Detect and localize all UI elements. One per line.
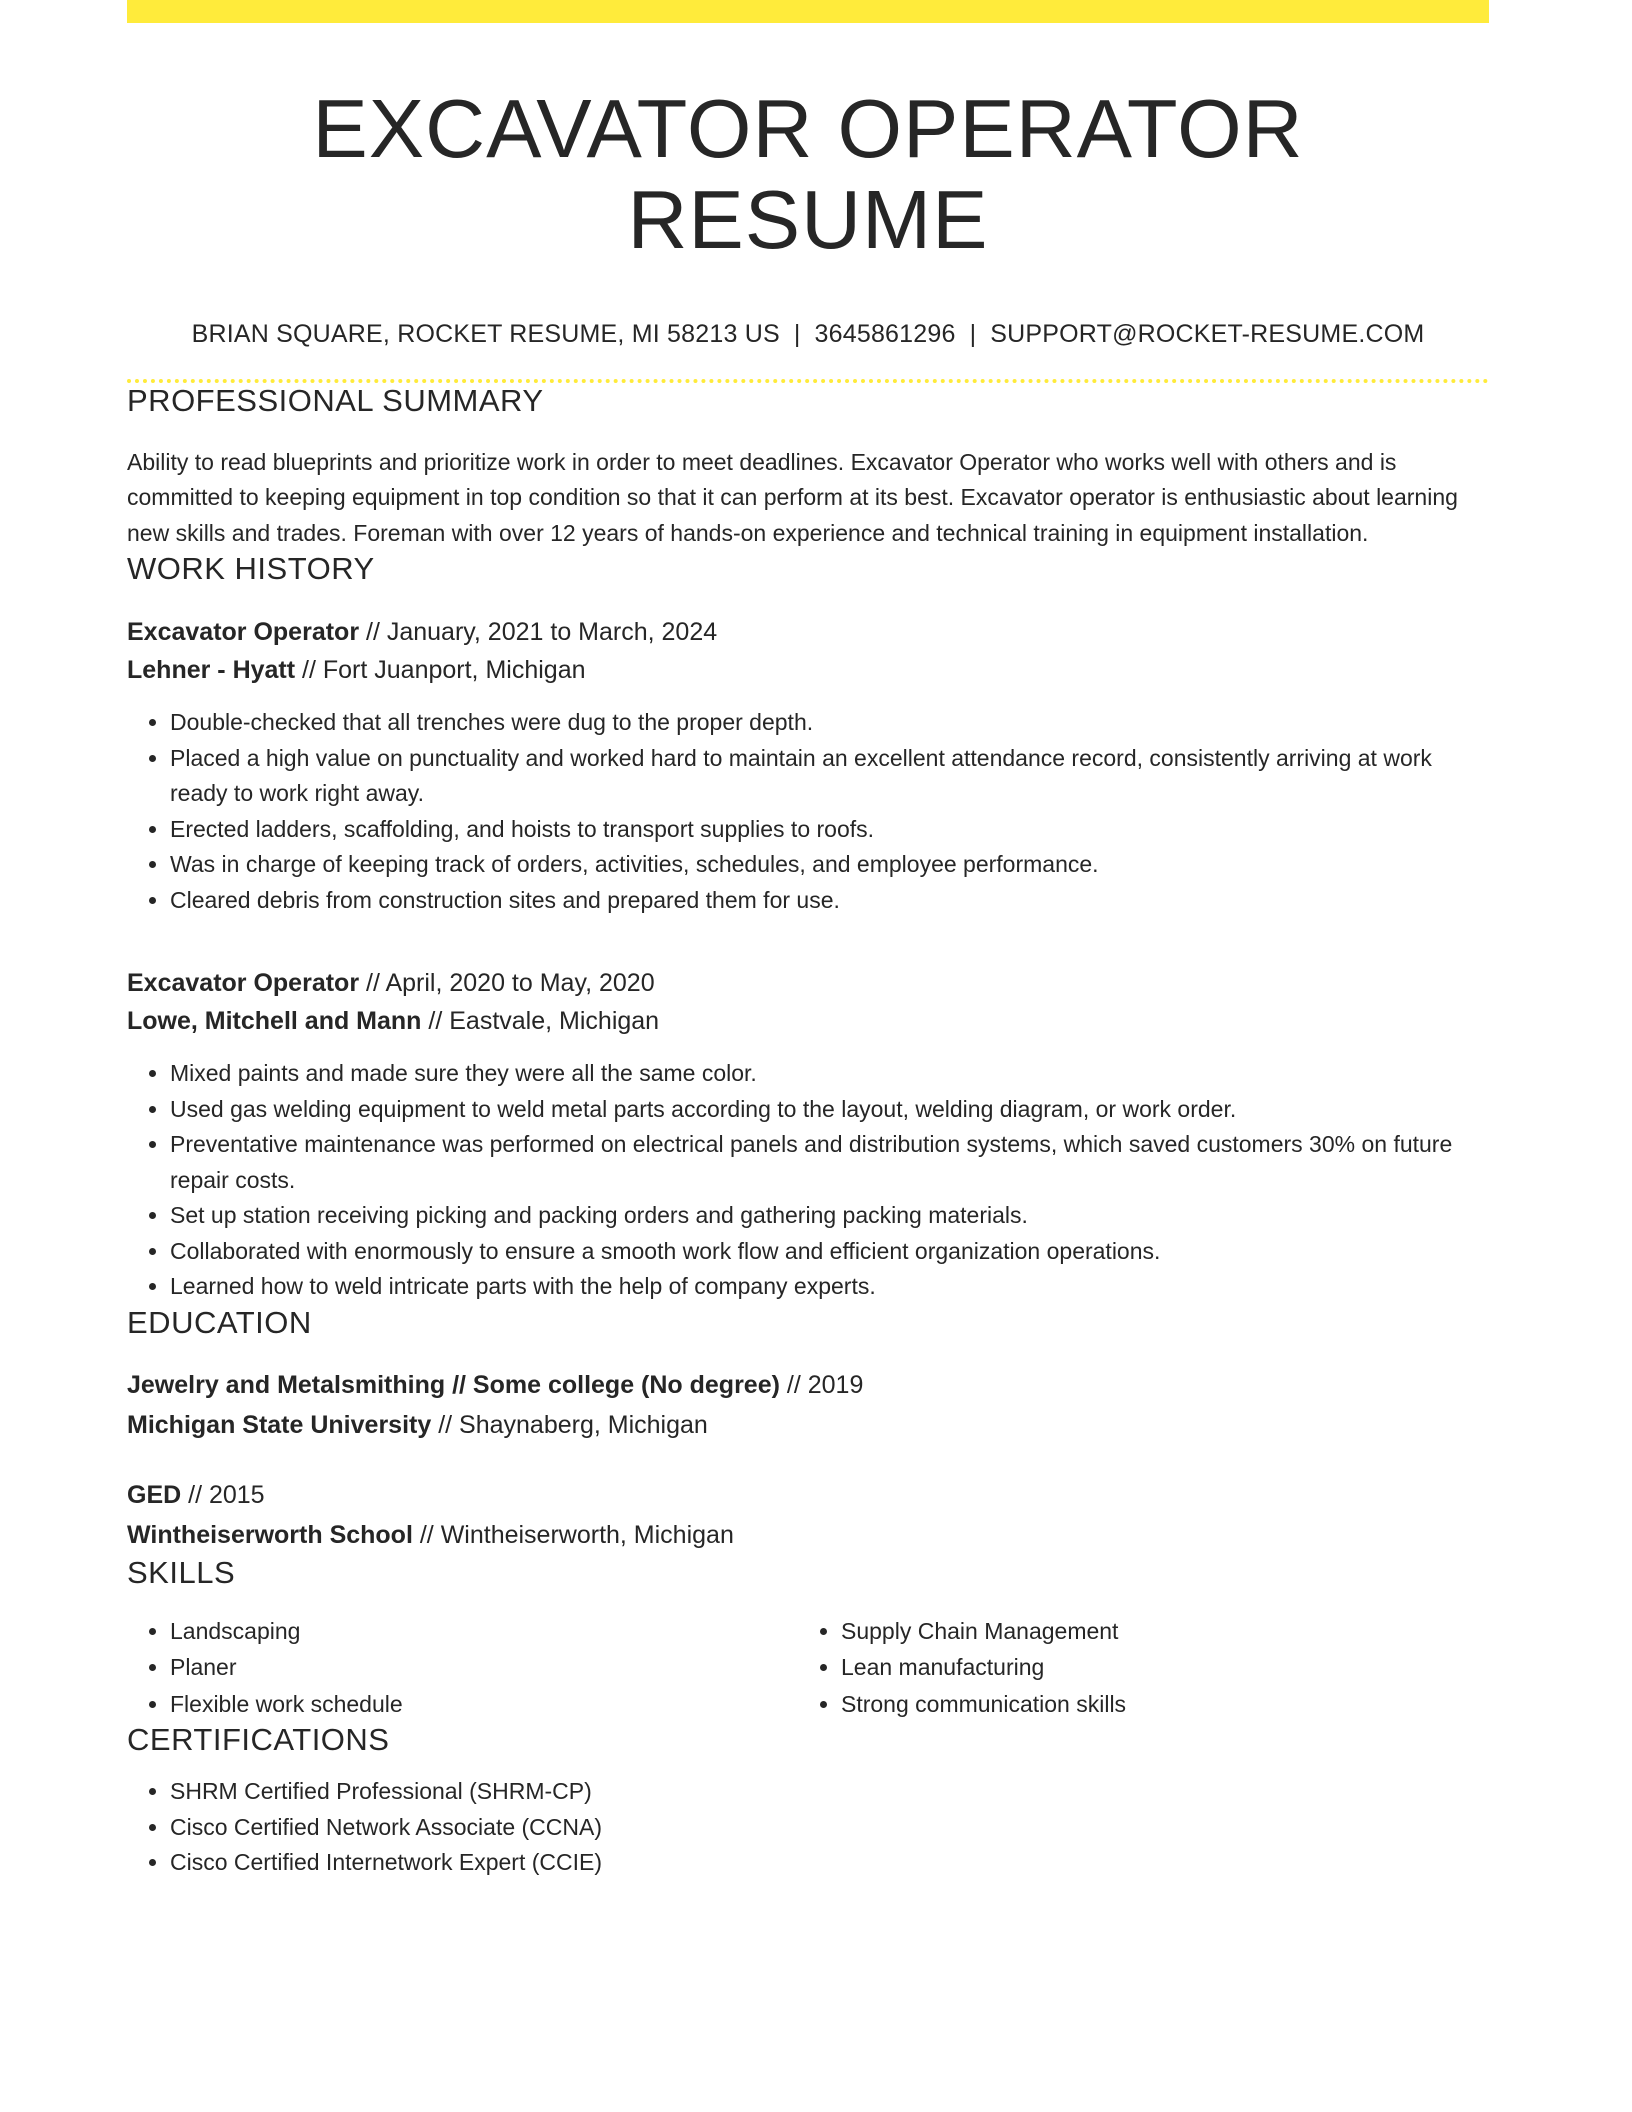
job-dates: // January, 2021 to March, 2024: [359, 618, 718, 647]
summary-text: Ability to read blueprints and prioritize work in order to meet deadlines. Excavator Operator who works well with others and is committed to keeping equipment in top condition so that it can perform at its best. Excavator operator is enthusiastic about learning new skills and trades. Foreman with over 12 years of hands-on experience and technical training in equipment installation.: [127, 448, 1458, 546]
job-dates: // April, 2020 to May, 2020: [359, 969, 655, 998]
job-role: Excavator Operator: [127, 618, 360, 647]
education-entry: [127, 1365, 1489, 1445]
job-entry: [127, 964, 1489, 1305]
list-item: • SHRM Certified Professional (SHRM-CP): [170, 1774, 1489, 1810]
contact-separator: |: [969, 319, 977, 348]
list-item: • Cisco Certified Internetwork Expert (CCIE): [170, 1845, 1489, 1881]
list-item: • Double-checked that all trenches were dug to the proper depth.: [170, 705, 1489, 741]
list-item: • Mixed paints and made sure they were all the same color.: [170, 1056, 1489, 1092]
job-role-line: [127, 964, 1489, 1002]
job-entry: [127, 613, 1489, 918]
list-item: • Erected ladders, scaffolding, and hoists to transport supplies to roofs.: [170, 812, 1489, 848]
job-role: Excavator Operator: [127, 969, 360, 998]
education-degree: Jewelry and Metalsmithing // Some college (No degree): [127, 1370, 780, 1399]
education-degree-line: [127, 1475, 1489, 1515]
contact-address: BRIAN SQUARE, ROCKET RESUME, MI 58213 US: [191, 319, 780, 348]
list-item: • Supply Chain Management: [841, 1613, 1469, 1650]
section-title-certifications: CERTIFICATIONS: [127, 1722, 390, 1758]
education-entry: [127, 1475, 1489, 1555]
job-bullets: [127, 1056, 1489, 1305]
job-location: // Fort Juanport, Michigan: [295, 656, 586, 685]
list-item: • Learned how to weld intricate parts with the help of company experts.: [170, 1269, 1489, 1305]
contact-phone: 3645861296: [814, 319, 956, 348]
list-item: • Flexible work schedule: [170, 1686, 798, 1723]
education-degree-line: [127, 1365, 1489, 1405]
skills-grid: [127, 1613, 1489, 1723]
list-item: • Used gas welding equipment to weld metal parts according to the layout, welding diagram, or work order.: [170, 1092, 1489, 1128]
skills-column-left: [127, 1613, 798, 1723]
list-item: • Cleared debris from construction sites and prepared them for use.: [170, 883, 1489, 919]
list-item: • Landscaping: [170, 1613, 798, 1650]
section-title-summary: PROFESSIONAL SUMMARY: [127, 382, 544, 418]
job-company-line: [127, 651, 1489, 689]
job-location: // Eastvale, Michigan: [421, 1007, 660, 1036]
job-bullets: [127, 705, 1489, 918]
job-company: Lehner - Hyatt: [127, 656, 296, 685]
list-item: • Strong communication skills: [841, 1686, 1469, 1723]
education-school-line: [127, 1515, 1489, 1555]
list-item: • Was in charge of keeping track of orders, activities, schedules, and employee performance.: [170, 847, 1489, 883]
list-item: • Planer: [170, 1649, 798, 1686]
list-item: • Cisco Certified Network Associate (CCNA): [170, 1810, 1489, 1846]
list-item: • Placed a high value on punctuality and worked hard to maintain an excellent attendance record, consistently arriving at work ready to work right away.: [170, 741, 1489, 812]
contact-separator: |: [793, 319, 801, 348]
list-item: • Lean manufacturing: [841, 1649, 1469, 1686]
section-title-skills: SKILLS: [127, 1554, 236, 1590]
contact-line: [127, 320, 1489, 349]
resume-title: EXCAVATOR OPERATOR RESUME: [312, 82, 1304, 267]
education-year: // 2019: [779, 1370, 864, 1399]
resume-page: [127, 0, 1489, 1881]
education-location: // Shaynaberg, Michigan: [431, 1410, 708, 1439]
education-degree: GED: [127, 1480, 182, 1509]
certifications-list: [127, 1774, 1489, 1881]
education-school: Wintheiserworth School: [127, 1520, 413, 1549]
education-location: // Wintheiserworth, Michigan: [412, 1520, 734, 1549]
contact-email: SUPPORT@ROCKET-RESUME.COM: [990, 319, 1425, 348]
list-item: • Set up station receiving picking and packing orders and gathering packing materials.: [170, 1198, 1489, 1234]
job-company-line: [127, 1002, 1489, 1040]
education-year: // 2015: [181, 1480, 265, 1509]
list-item: • Preventative maintenance was performed on electrical panels and distribution systems, which saved customers 30% on future repair costs.: [170, 1127, 1489, 1198]
job-role-line: [127, 613, 1489, 651]
skills-column-right: [798, 1613, 1469, 1723]
job-company: Lowe, Mitchell and Mann: [127, 1007, 422, 1036]
section-title-work-history: WORK HISTORY: [127, 551, 375, 587]
accent-top-bar: [127, 0, 1489, 23]
education-school-line: [127, 1405, 1489, 1445]
list-item: • Collaborated with enormously to ensure a smooth work flow and efficient organization operations.: [170, 1234, 1489, 1270]
education-school: Michigan State University: [127, 1410, 432, 1439]
section-title-education: EDUCATION: [127, 1304, 312, 1340]
